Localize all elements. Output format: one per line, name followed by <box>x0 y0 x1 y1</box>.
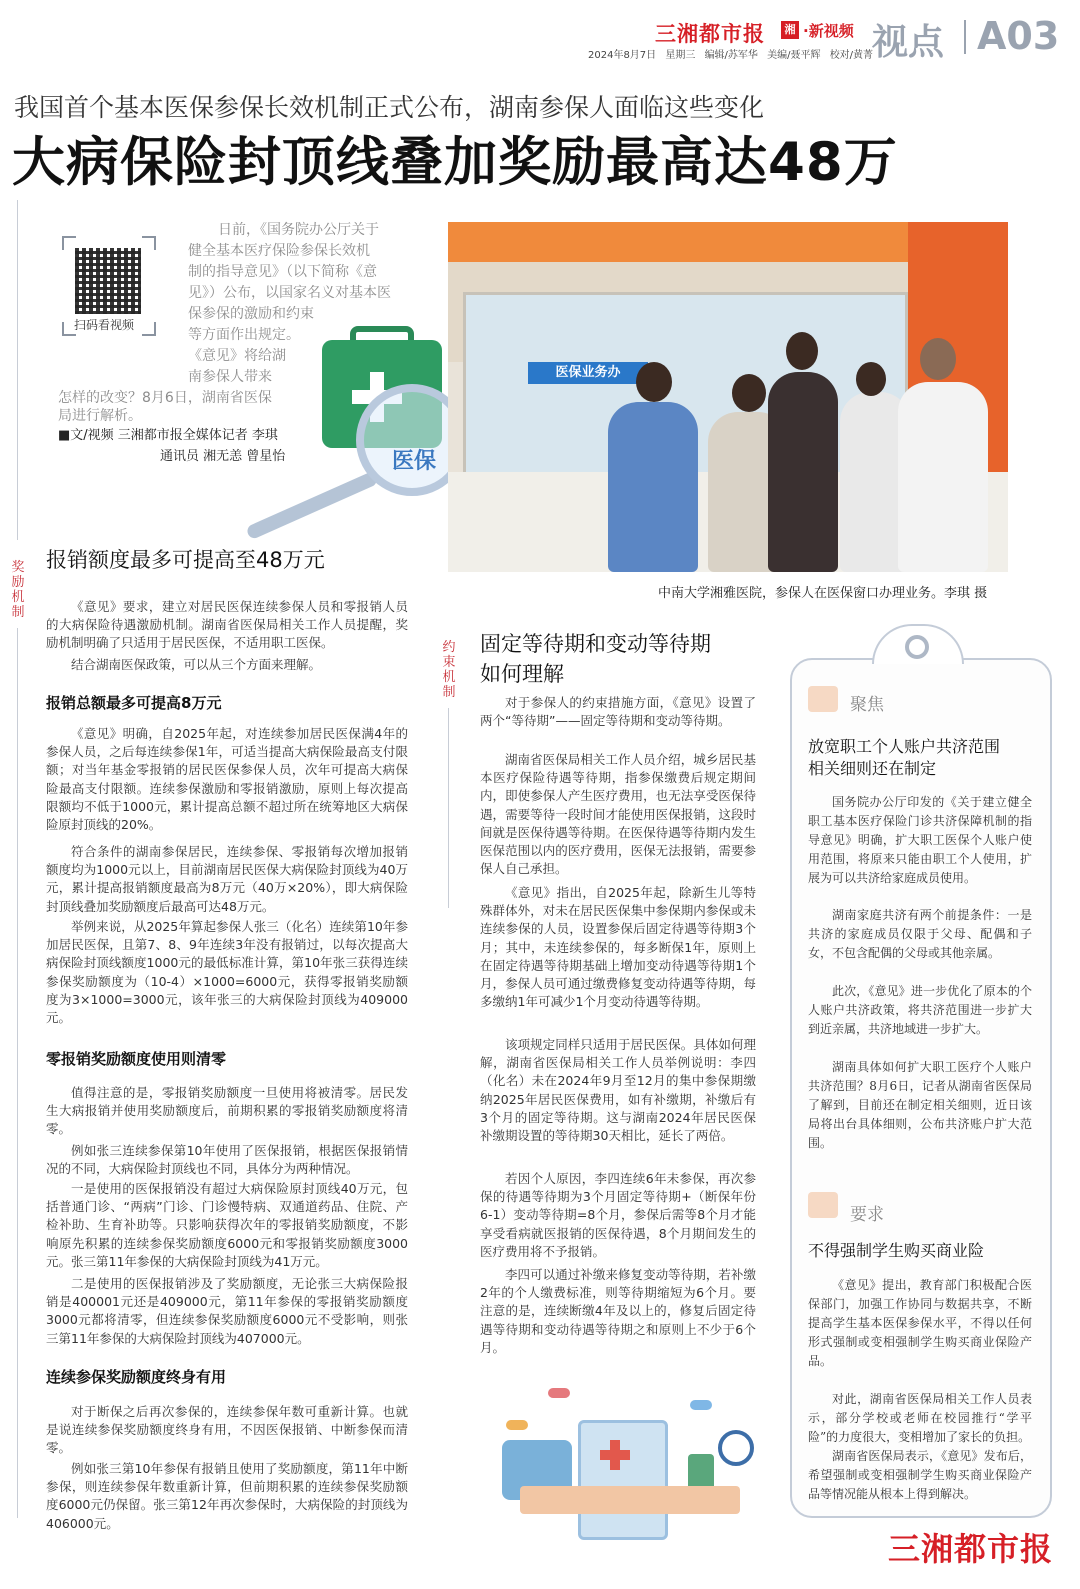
section-title: 报销额度最多可提高至48万元 <box>46 548 325 572</box>
section-name: 视点 <box>872 22 945 63</box>
article-byline-correspondents: 通讯员 湘无恙 曾星怡 <box>160 449 286 464</box>
sidebar-title: 不得强制学生购买商业险 <box>808 1241 985 1260</box>
pill-icon <box>690 1400 712 1410</box>
article-headline: 大病保险封顶线叠加奖励最高达48万 <box>12 132 898 193</box>
sidebar-title-line1: 放宽职工个人账户共济范围 <box>808 737 1001 756</box>
subsection-title: 连续参保奖励额度终身有用 <box>46 1368 227 1386</box>
paragraph: 结合湖南医保政策，可以从三个方面来理解。 <box>71 657 322 672</box>
focus-quote-icon <box>808 686 838 712</box>
paragraph: 二是使用的医保报销涉及了奖励额度，无论张三大病保险报销是400001元还是409000元，第11年参保的零报销奖励额度3000元都将清零，但连续参保奖励额度6000元不受影响，则张三第11年参保的大病保险封顶线为407000元。 <box>46 1276 408 1346</box>
photo-person <box>768 372 838 572</box>
qr-corner <box>142 236 156 250</box>
qr-corner <box>62 236 76 250</box>
focus-label: 聚焦 <box>850 695 884 715</box>
sidebar-title-line2: 相关细则还在制定 <box>808 759 937 778</box>
photo-sign: 医保业务办 <box>528 362 648 384</box>
masthead <box>0 0 1080 78</box>
editor-credit: 编辑/苏军华 <box>704 50 758 61</box>
paragraph: 《意见》要求，建立对居民医保连续参保人员和零报销人员的大病保险待遇激励机制。湖南省医保局相关工作人员提醒，奖励机制明确了只适用于居民医保，不适用职工医保。 <box>46 599 408 651</box>
brand-logo-icon: 湘 <box>781 21 799 39</box>
photo-person <box>608 402 698 572</box>
intro-line: 等方面作出规定。 <box>188 327 300 343</box>
section-title-line1: 固定等待期和变动等待期 <box>480 632 711 656</box>
intro-line: 《意见》将给湖 <box>188 348 286 364</box>
intro-line: 健全基本医疗保险参保长效机 <box>188 243 370 259</box>
intro-line: 保参保的激励和约束 <box>188 306 314 322</box>
photo-person <box>898 382 988 572</box>
paragraph: 《意见》明确，自2025年起，对连续参加居民医保满4年的参保人员，之后每连续参保1年，可适当提高大病保险最高支付限额；对当年基金零报销的居民医保参保人员，次年可提高大病保险最高支付限额。连续参保激励和零报销激励，原则上每次提高限额均不低于1000元，累计提高总额不超过所在统筹地区大病保险原封顶线的20%。 <box>46 726 408 833</box>
sidebar-paragraph: 国务院办公厅印发的《关于建立健全职工基本医疗保险门诊共济保障机制的指导意见》明确，扩大职工医保个人账户使用范围，将原来只能由职工个人使用，扩展为可以共济给家庭成员使用。 <box>808 795 1032 885</box>
pill-icon <box>548 1388 570 1398</box>
intro-line: 南参保人带来 <box>188 369 272 385</box>
issue-date: 2024年8月7日 <box>588 50 657 61</box>
intro-line: 日前，《国务院办公厅关于 <box>218 222 379 238</box>
sidebar-paragraph: 湖南省医保局表示，《意见》发布后，希望强制或变相强制学生购买商业保险产品等情况能从根本上得到解决。 <box>808 1449 1032 1501</box>
paragraph: 符合条件的湖南参保居民，连续参保、零报销每次增加报销额度均为1000元以上，目前湖南居民医保大病保险封顶线为40万元，累计提高报销额度最高为8万元（40万×20%），即大病保险封顶线叠加奖励额度后最高可达48万元。 <box>46 844 408 914</box>
paragraph: 例如张三第10年参保有报销且使用了奖励额度，第11年中断参保，则连续参保年数重新计算，但前期积累的连续参保奖励额度6000元仍保留。张三第12年再次参保时，大病保险的封顶线为406000元。 <box>46 1461 408 1531</box>
sidebar-paragraph: 对此，湖南省医保局相关工作人员表示，部分学校或老师在校园推行“学平险”的力度很大，变相增加了家长的负担。 <box>808 1392 1032 1444</box>
sidebar-paragraph: 《意见》提出，教育部门积极配合医保部门，加强工作协同与数据共享，不断提高学生基本医保参保水平，不得以任何形式强制或变相强制学生购买商业保险产品。 <box>808 1278 1032 1368</box>
column-rule <box>17 200 18 540</box>
qr-corner <box>142 322 156 336</box>
photo-caption: 中南大学湘雅医院，参保人在医保窗口办理业务。李琪 摄 <box>658 586 988 601</box>
video-brand: ·新视频 <box>803 22 854 40</box>
qr-label: 扫码看视频 <box>74 318 135 332</box>
paragraph: 对于参保人的约束措施方面，《意见》设置了两个“等待期”——固定等待期和变动等待期。 <box>480 695 756 729</box>
column-rule <box>17 628 18 1518</box>
paragraph: 李四可以通过补缴来修复变动等待期，若补缴2年的个人缴费标准，则等待期缩短为6个月。要注意的是，连续断缴4年及以上的，修复后固定待遇等待期和变动待遇等待期之和原则上不少于6个月。 <box>480 1267 756 1355</box>
paragraph: 该项规定同样只适用于居民医保。具体如何理解，湖南省医保局相关工作人员举例说明：李四（化名）未在2024年9月至12月的集中参保期缴纳2025年居民医保费用，如有补缴期，补缴后有3个月的固定等待期。这与湖南2024年居民医保补缴期设置的等待期30天相比，延长了两倍。 <box>480 1037 756 1144</box>
medical-screen-icon <box>578 1420 668 1540</box>
newspaper-brand: 三湘都市报 <box>655 21 765 46</box>
magnifier-handle <box>245 471 379 541</box>
qr-code-icon[interactable] <box>75 248 141 314</box>
sidebar-tab-ring-icon <box>905 635 929 659</box>
paragraph: 《意见》指出，自2025年起，除新生儿等特殊群体外，对未在居民医保集中参保期内参保或未连续参保的人员，设置参保后固定待遇等待期3个月；其中，未连续参保的，每多断保1年，原则上在固定待遇等待期基础上增加变动待遇等待期1个月，参保人员可通过缴费修复变动待遇等待期，每多缴纳1年可减少1个月变动待遇等待期。 <box>480 885 756 1010</box>
article-subhead: 我国首个基本医保参保长效机制正式公布，湖南参保人面临这些变化 <box>14 93 765 122</box>
paragraph: 一是使用的医保报销没有超过大病保险原封顶线40万元，包括普通门诊、“两病”门诊、门诊慢特病、双通道药品、住院、产检补助、生育补助等。只影响获得次年的零报销奖励额度，不影响原先积累的连续参保奖励额度6000元和零报销奖励额度3000元。张三第11年参保的大病保险封顶线为41万元。 <box>46 1181 408 1269</box>
paragraph: 对于断保之后再次参保的，连续参保年数可重新计算。也就是说连续参保奖励额度终身有用，不因医保报销、中断参保而清零。 <box>46 1404 408 1456</box>
red-cross-icon <box>600 1440 630 1470</box>
qr-block[interactable] <box>62 236 156 336</box>
pill-icon <box>506 1420 528 1430</box>
book-icon <box>520 1486 740 1514</box>
masthead-divider <box>964 20 966 54</box>
sidebar-paragraph: 湖南家庭共济有两个前提条件：一是共济的家庭成员仅限于父母、配偶和子女，不包含配偶的父母或其他亲属。 <box>808 908 1032 960</box>
requirement-label: 要求 <box>850 1205 884 1225</box>
section-tag: 约束机制 <box>442 640 456 700</box>
art-editor-credit: 美编/聂平辉 <box>767 50 821 61</box>
section-title-line2: 如何理解 <box>480 662 564 686</box>
article-byline: ■文/视频 三湘都市报全媒体记者 李琪 <box>58 428 278 443</box>
section-tag: 奖励机制 <box>11 560 25 620</box>
intro-line: 怎样的改变？8月6日，湖南省医保 <box>58 390 272 406</box>
paragraph: 举例来说，从2025年算起参保人张三（化名）连续第10年参加居民医保，且第7、8、9年连续3年没有报销过，以每次提高大病保险封顶线额度1000元的最低标准计算，第10年张三获得连续参保奖励额度为（10-4）×1000=6000元，获得零报销奖励额度为3×1000=3000元，该年张三的大病保险封顶线为409000元。 <box>46 919 408 1026</box>
photo-person-head <box>920 338 956 380</box>
page-number: A03 <box>977 14 1060 58</box>
paragraph: 若因个人原因，李四连续6年未参保，再次参保的待遇等待期为3个月固定等待期+（断保年份6-1）变动等待期=8个月，参保后需等8个月才能享受看病就医报销的医保待遇，8个月期间发生的医疗费用将不予报销。 <box>480 1171 756 1259</box>
column-rule <box>448 708 449 908</box>
paragraph: 值得注意的是，零报销奖励额度一旦使用将被清零。居民发生大病报销并使用奖励额度后，前期积累的零报销奖励额度将清零。 <box>46 1085 408 1137</box>
issue-meta <box>588 46 879 61</box>
intro-line: 见》）公布，以国家名义对基本医 <box>188 285 391 301</box>
footer-brand-logo: 三湘都市报 <box>888 1530 1054 1568</box>
requirement-quote-icon <box>808 1192 838 1218</box>
sidebar-paragraph: 湖南具体如何扩大职工医疗个人账户共济范围？8月6日，记者从湖南省医保局了解到，目前还在制定相关细则，近日该局将出台具体细则，公布共济账户扩大范围。 <box>808 1060 1032 1150</box>
issue-weekday: 星期三 <box>665 50 696 61</box>
photo-person-head <box>856 362 886 396</box>
intro-line: 局进行解析。 <box>58 408 142 424</box>
paragraph: 湖南省医保局相关工作人员介绍，城乡居民基本医疗保险待遇等待期，指参保缴费后规定期间内，即使参保人产生医疗费用，也无法享受医保待遇，需要等待一段时间才能使用医保报销，这段时间就是医保待遇等待期。在医保待遇等待期内发生医保范围以内的医疗费用，医保无法报销，需要参保人自己承担。 <box>480 752 756 877</box>
sidebar-paragraph: 此次，《意见》进一步优化了原本的个人账户共济政策，将共济范围进一步扩大到近亲属，共济地域进一步扩大。 <box>808 984 1032 1036</box>
photo-person-head <box>732 374 766 412</box>
subsection-title: 零报销奖励额度使用则清零 <box>46 1050 227 1068</box>
proofreader-credit: 校对/黄菁 <box>829 50 874 61</box>
subsection-title: 报销总额最多可提高8万元 <box>46 694 222 712</box>
news-photo <box>448 222 1008 572</box>
paragraph: 例如张三连续参保第10年使用了医保报销，根据医保报销情况的不同，大病保险封顶线也不同，具体分为两种情况。 <box>46 1143 408 1177</box>
stethoscope-icon <box>718 1430 754 1466</box>
photo-person-head <box>786 332 818 370</box>
magnifier-text: 医保 <box>392 449 437 474</box>
intro-line: 制的指导意见》（以下简称《意 <box>188 264 377 280</box>
photo-person-head <box>636 362 672 402</box>
